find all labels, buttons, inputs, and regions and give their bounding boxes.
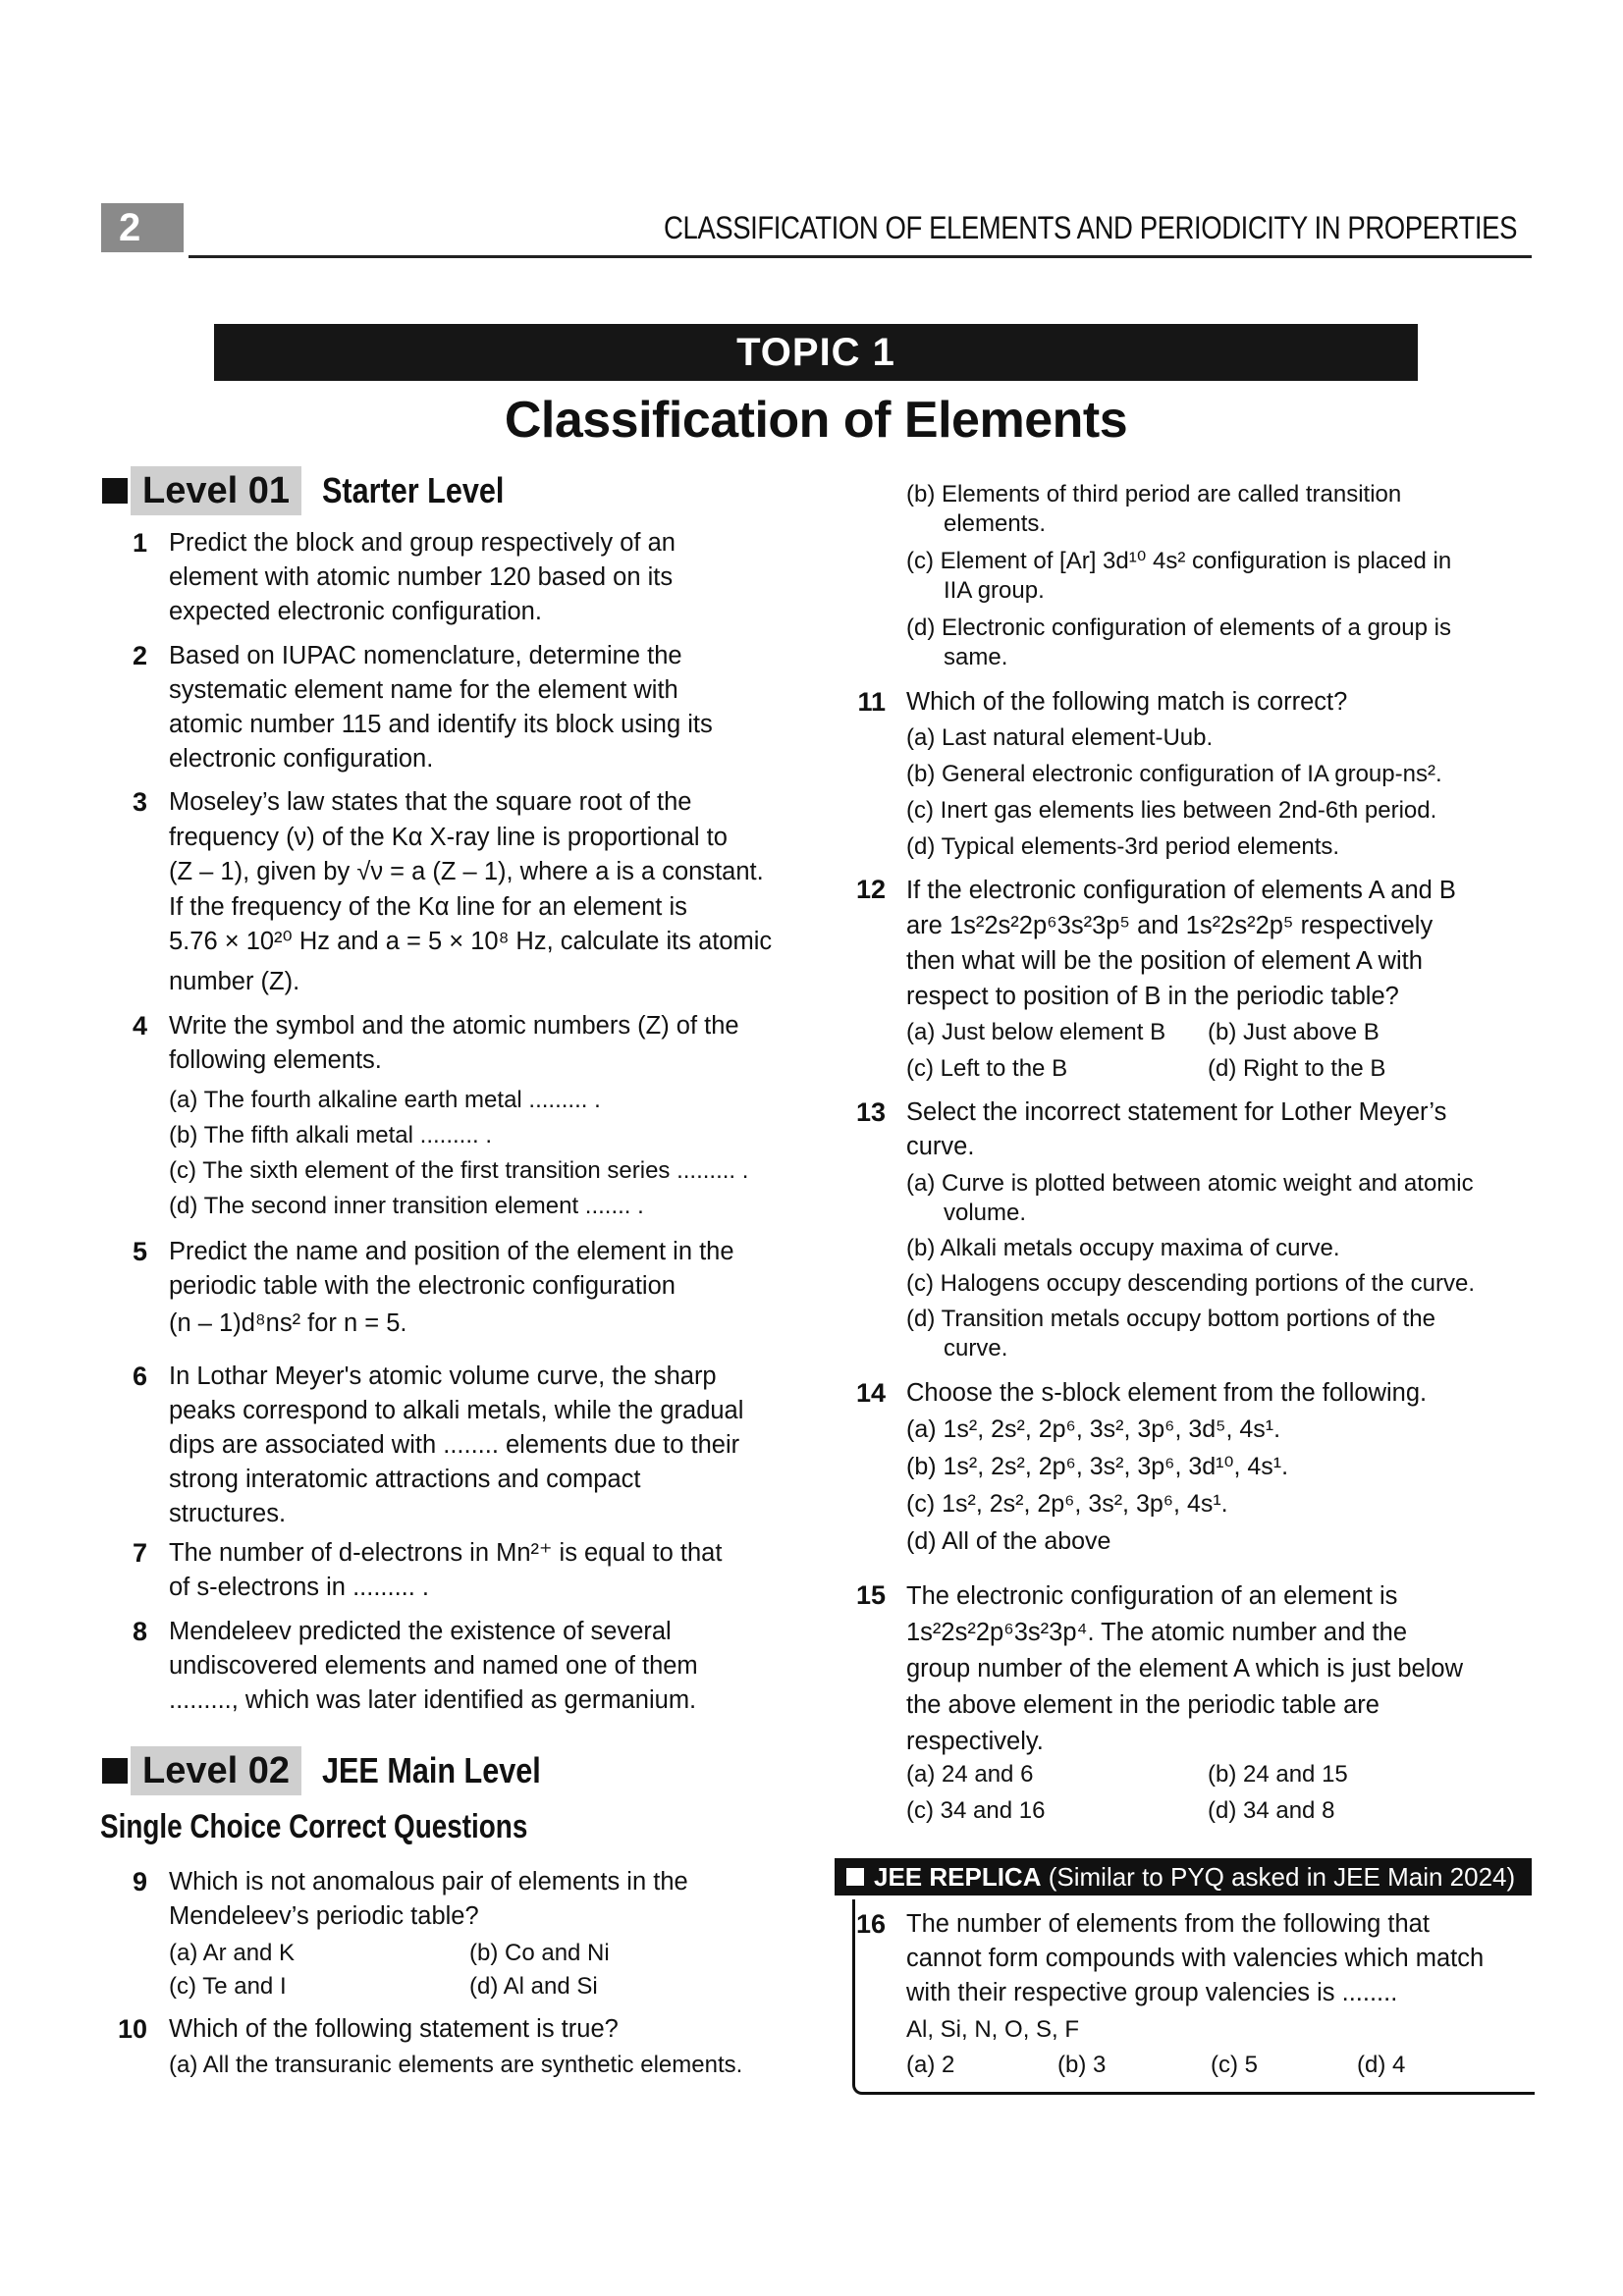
question-line: Which of the following statement is true? [169, 2015, 619, 2043]
square-bullet-icon [846, 1868, 864, 1886]
question-16 [906, 1907, 1484, 2047]
question-line: periodic table with the electronic configuration [169, 1272, 676, 1300]
question-number: 2 [132, 641, 147, 670]
jee-replica-label: JEE REPLICA [874, 1862, 1042, 1892]
question-11 [906, 685, 1347, 720]
question-line: The electronic configuration of an element is [906, 1582, 1398, 1610]
question-line: If the frequency of the Kα line for an element is [169, 892, 687, 921]
question-line: peaks correspond to alkali metals, while the gradual [169, 1397, 744, 1424]
level-02-name: JEE Main Level [322, 1750, 541, 1790]
question-6 [169, 1360, 743, 1531]
option-b: (b) The fifth alkali metal ......... . [169, 1122, 493, 1148]
question-number: 6 [132, 1362, 147, 1391]
question-line: Mendeleev predicted the existence of several [169, 1618, 672, 1645]
question-line: Which of the following match is correct? [906, 688, 1348, 716]
option-list [169, 1085, 748, 1222]
question-line: number (Z). [169, 967, 300, 995]
option-d: (d) 4 [1357, 2052, 1406, 2078]
option-c: (c) The sixth element of the first transition series ......... . [169, 1157, 749, 1184]
question-line: 5.76 × 10²⁰ Hz and a = 5 × 10⁸ Hz, calculate its atomic [169, 928, 773, 955]
question-line: frequency (ν) of the Kα X-ray line is proportional to [169, 823, 728, 851]
question-number: 3 [132, 787, 147, 817]
option-a: (a) Last natural element-Uub. [906, 724, 1214, 751]
question-line: Predict the block and group respectively of an [169, 529, 676, 557]
option-a: (a) Ar and K [169, 1940, 296, 1966]
question-number: 5 [132, 1237, 147, 1266]
option-d: (d) Typical elements-3rd period elements. [906, 833, 1340, 860]
question-line: dips are associated with ........ elements due to their [169, 1431, 740, 1459]
option-c: (c) 1s², 2s², 2p⁶, 3s², 3p⁶, 4s¹. [906, 1490, 1228, 1518]
question-line: Choose the s-block element from the following. [906, 1379, 1428, 1407]
question-line: undiscovered elements and named one of them [169, 1652, 698, 1680]
question-line: with their respective group valencies is ........ [906, 1979, 1398, 2006]
option-b [906, 479, 1401, 540]
option-c: (c) 5 [1211, 2052, 1258, 2078]
question-line: Select the incorrect statement for Lother Meyer’s [906, 1098, 1447, 1126]
option-a [906, 1168, 1474, 1229]
question-line: the above element in the periodic table are [906, 1691, 1380, 1719]
question-line: In Lothar Meyer's atomic volume curve, the sharp [169, 1362, 717, 1390]
question-number: 15 [855, 1580, 886, 1610]
question-line: Based on IUPAC nomenclature, determine the [169, 642, 682, 669]
question-number: 1 [132, 528, 147, 558]
option-line: (c) Element of [Ar] 3d¹⁰ 4s² configuration is placed in [906, 548, 1452, 574]
question-line: Mendeleev’s periodic table? [169, 1902, 479, 1930]
question-line: following elements. [169, 1046, 382, 1074]
question-line: of s-electrons in ......... . [169, 1574, 430, 1601]
option-a: (a) Just below element B [906, 1019, 1166, 1045]
question-9 [169, 1865, 688, 1934]
question-number: 10 [117, 2014, 147, 2044]
question-line: electronic configuration. [169, 745, 434, 773]
question-7 [169, 1536, 722, 1605]
question-number: 16 [855, 1909, 886, 1939]
question-1 [169, 526, 676, 629]
question-line: atomic number 115 and identify its block using its [169, 711, 713, 738]
topic-title: Classification of Elements [504, 392, 1128, 449]
question-line: element with atomic number 120 based on its [169, 563, 674, 591]
question-line: (n – 1)d⁸ns² for n = 5. [169, 1309, 407, 1337]
option-line: (d) Electronic configuration of elements of a group is [906, 614, 1451, 641]
question-8 [169, 1615, 698, 1718]
option-line: (d) Transition metals occupy bottom portions of the [906, 1306, 1435, 1332]
option-c: (c) 34 and 16 [906, 1797, 1046, 1824]
question-line: cannot form compounds with valencies which match [906, 1945, 1485, 1972]
option-a: (a) 24 and 6 [906, 1761, 1034, 1788]
question-line: 1s²2s²2p⁶3s²3p⁴. The atomic number and the [906, 1619, 1407, 1646]
page-number: 2 [101, 203, 184, 252]
question-line: Predict the name and position of the element in the [169, 1238, 734, 1265]
option-d [906, 613, 1451, 673]
question-number: 12 [855, 875, 886, 904]
question-line: are 1s²2s²2p⁶3s²3p⁵ and 1s²2s²2p⁵ respectively [906, 912, 1434, 939]
header-rule [189, 255, 1532, 258]
level-marker-icon [102, 478, 128, 504]
option-line: (b) Elements of third period are called transition [906, 481, 1402, 507]
question-line: ........., which was later identified as germanium. [169, 1686, 697, 1714]
question-5 [169, 1235, 734, 1341]
option-line: curve. [944, 1335, 1008, 1362]
option-b: (b) 24 and 15 [1208, 1761, 1348, 1788]
option-c [906, 546, 1451, 607]
question-13 [906, 1095, 1446, 1164]
option-c: (c) Left to the B [906, 1055, 1068, 1082]
question-number: 13 [855, 1097, 886, 1127]
option-c: (c) Te and I [169, 1973, 287, 2000]
question-number: 4 [132, 1011, 147, 1041]
question-3 [169, 785, 772, 999]
option-line: elements. [944, 510, 1047, 537]
option-line: (a) Curve is plotted between atomic weight and atomic [906, 1170, 1474, 1197]
question-line: Which is not anomalous pair of elements in the [169, 1868, 688, 1896]
level-marker-icon [102, 1758, 128, 1784]
question-line: respectively. [906, 1728, 1044, 1755]
option-b: (b) General electronic configuration of IA group-ns². [906, 761, 1442, 787]
jee-replica-note: (Similar to PYQ asked in JEE Main 2024) [1048, 1862, 1516, 1892]
topic-label: TOPIC 1 [214, 324, 1418, 381]
level-01-badge: Level 01 [131, 466, 301, 515]
option-c: (c) Halogens occupy descending portions of the curve. [906, 1270, 1475, 1297]
question-line: Moseley’s law states that the square root of the [169, 788, 692, 816]
option-b: (b) Just above B [1208, 1019, 1380, 1045]
option-line: same. [944, 644, 1008, 670]
question-line: Write the symbol and the atomic numbers (Z) of the [169, 1012, 739, 1040]
question-line: respect to position of B in the periodic table? [906, 983, 1399, 1010]
option-b: (b) 1s², 2s², 2p⁶, 3s², 3p⁶, 3d¹⁰, 4s¹. [906, 1453, 1289, 1480]
level-01-name: Starter Level [322, 470, 505, 510]
option-a: (a) All the transuranic elements are synthetic elements. [169, 2052, 743, 2078]
running-head: CLASSIFICATION OF ELEMENTS AND PERIODICITY IN PROPERTIES [664, 210, 1517, 245]
question-number: 9 [132, 1867, 147, 1896]
question-line: then what will be the position of element A with [906, 947, 1423, 975]
question-number: 8 [132, 1617, 147, 1646]
option-d: (d) Right to the B [1208, 1055, 1386, 1082]
option-a: (a) 1s², 2s², 2p⁶, 3s², 3p⁶, 3d⁵, 4s¹. [906, 1415, 1281, 1443]
question-line: Al, Si, N, O, S, F [906, 2016, 1080, 2043]
question-15 [906, 1578, 1463, 1760]
question-2 [169, 639, 713, 776]
option-d: (d) Al and Si [469, 1973, 598, 2000]
option-b: (b) 3 [1057, 2052, 1107, 2078]
question-4 [169, 1009, 739, 1078]
option-d [906, 1304, 1435, 1364]
question-line: The number of d-electrons in Mn²⁺ is equal to that [169, 1539, 723, 1567]
question-line: The number of elements from the following that [906, 1910, 1430, 1938]
question-line: curve. [906, 1133, 975, 1160]
question-line: (Z – 1), given by √ν = a (Z – 1), where a is a constant. [169, 858, 764, 885]
option-line: IIA group. [944, 577, 1045, 604]
question-number: 14 [855, 1378, 886, 1408]
question-line: group number of the element A which is just below [906, 1655, 1463, 1682]
option-c: (c) Inert gas elements lies between 2nd-6th period. [906, 797, 1437, 824]
jee-replica-banner [835, 1858, 1532, 1896]
option-d: (d) 34 and 8 [1208, 1797, 1335, 1824]
option-d: (d) All of the above [906, 1527, 1111, 1555]
option-b: (b) Alkali metals occupy maxima of curve. [906, 1235, 1340, 1261]
question-line: systematic element name for the element with [169, 676, 678, 704]
question-line: structures. [169, 1500, 287, 1527]
section-heading: Single Choice Correct Questions [100, 1808, 528, 1845]
question-10 [169, 2012, 619, 2047]
level-02-badge: Level 02 [131, 1746, 301, 1795]
question-line: expected electronic configuration. [169, 598, 542, 625]
option-list [906, 1414, 1288, 1557]
question-number: 7 [132, 1538, 147, 1568]
option-a: (a) 2 [906, 2052, 955, 2078]
option-list [906, 722, 1442, 863]
question-number: 11 [857, 687, 886, 717]
question-12 [906, 873, 1456, 1014]
question-line: strong interatomic attractions and compact [169, 1466, 641, 1493]
question-line: If the electronic configuration of elements A and B [906, 877, 1456, 904]
option-a: (a) The fourth alkaline earth metal ......... . [169, 1087, 601, 1113]
option-d: (d) The second inner transition element ....... . [169, 1193, 644, 1219]
question-14 [906, 1376, 1427, 1411]
option-line: volume. [944, 1200, 1027, 1226]
option-b: (b) Co and Ni [469, 1940, 610, 1966]
